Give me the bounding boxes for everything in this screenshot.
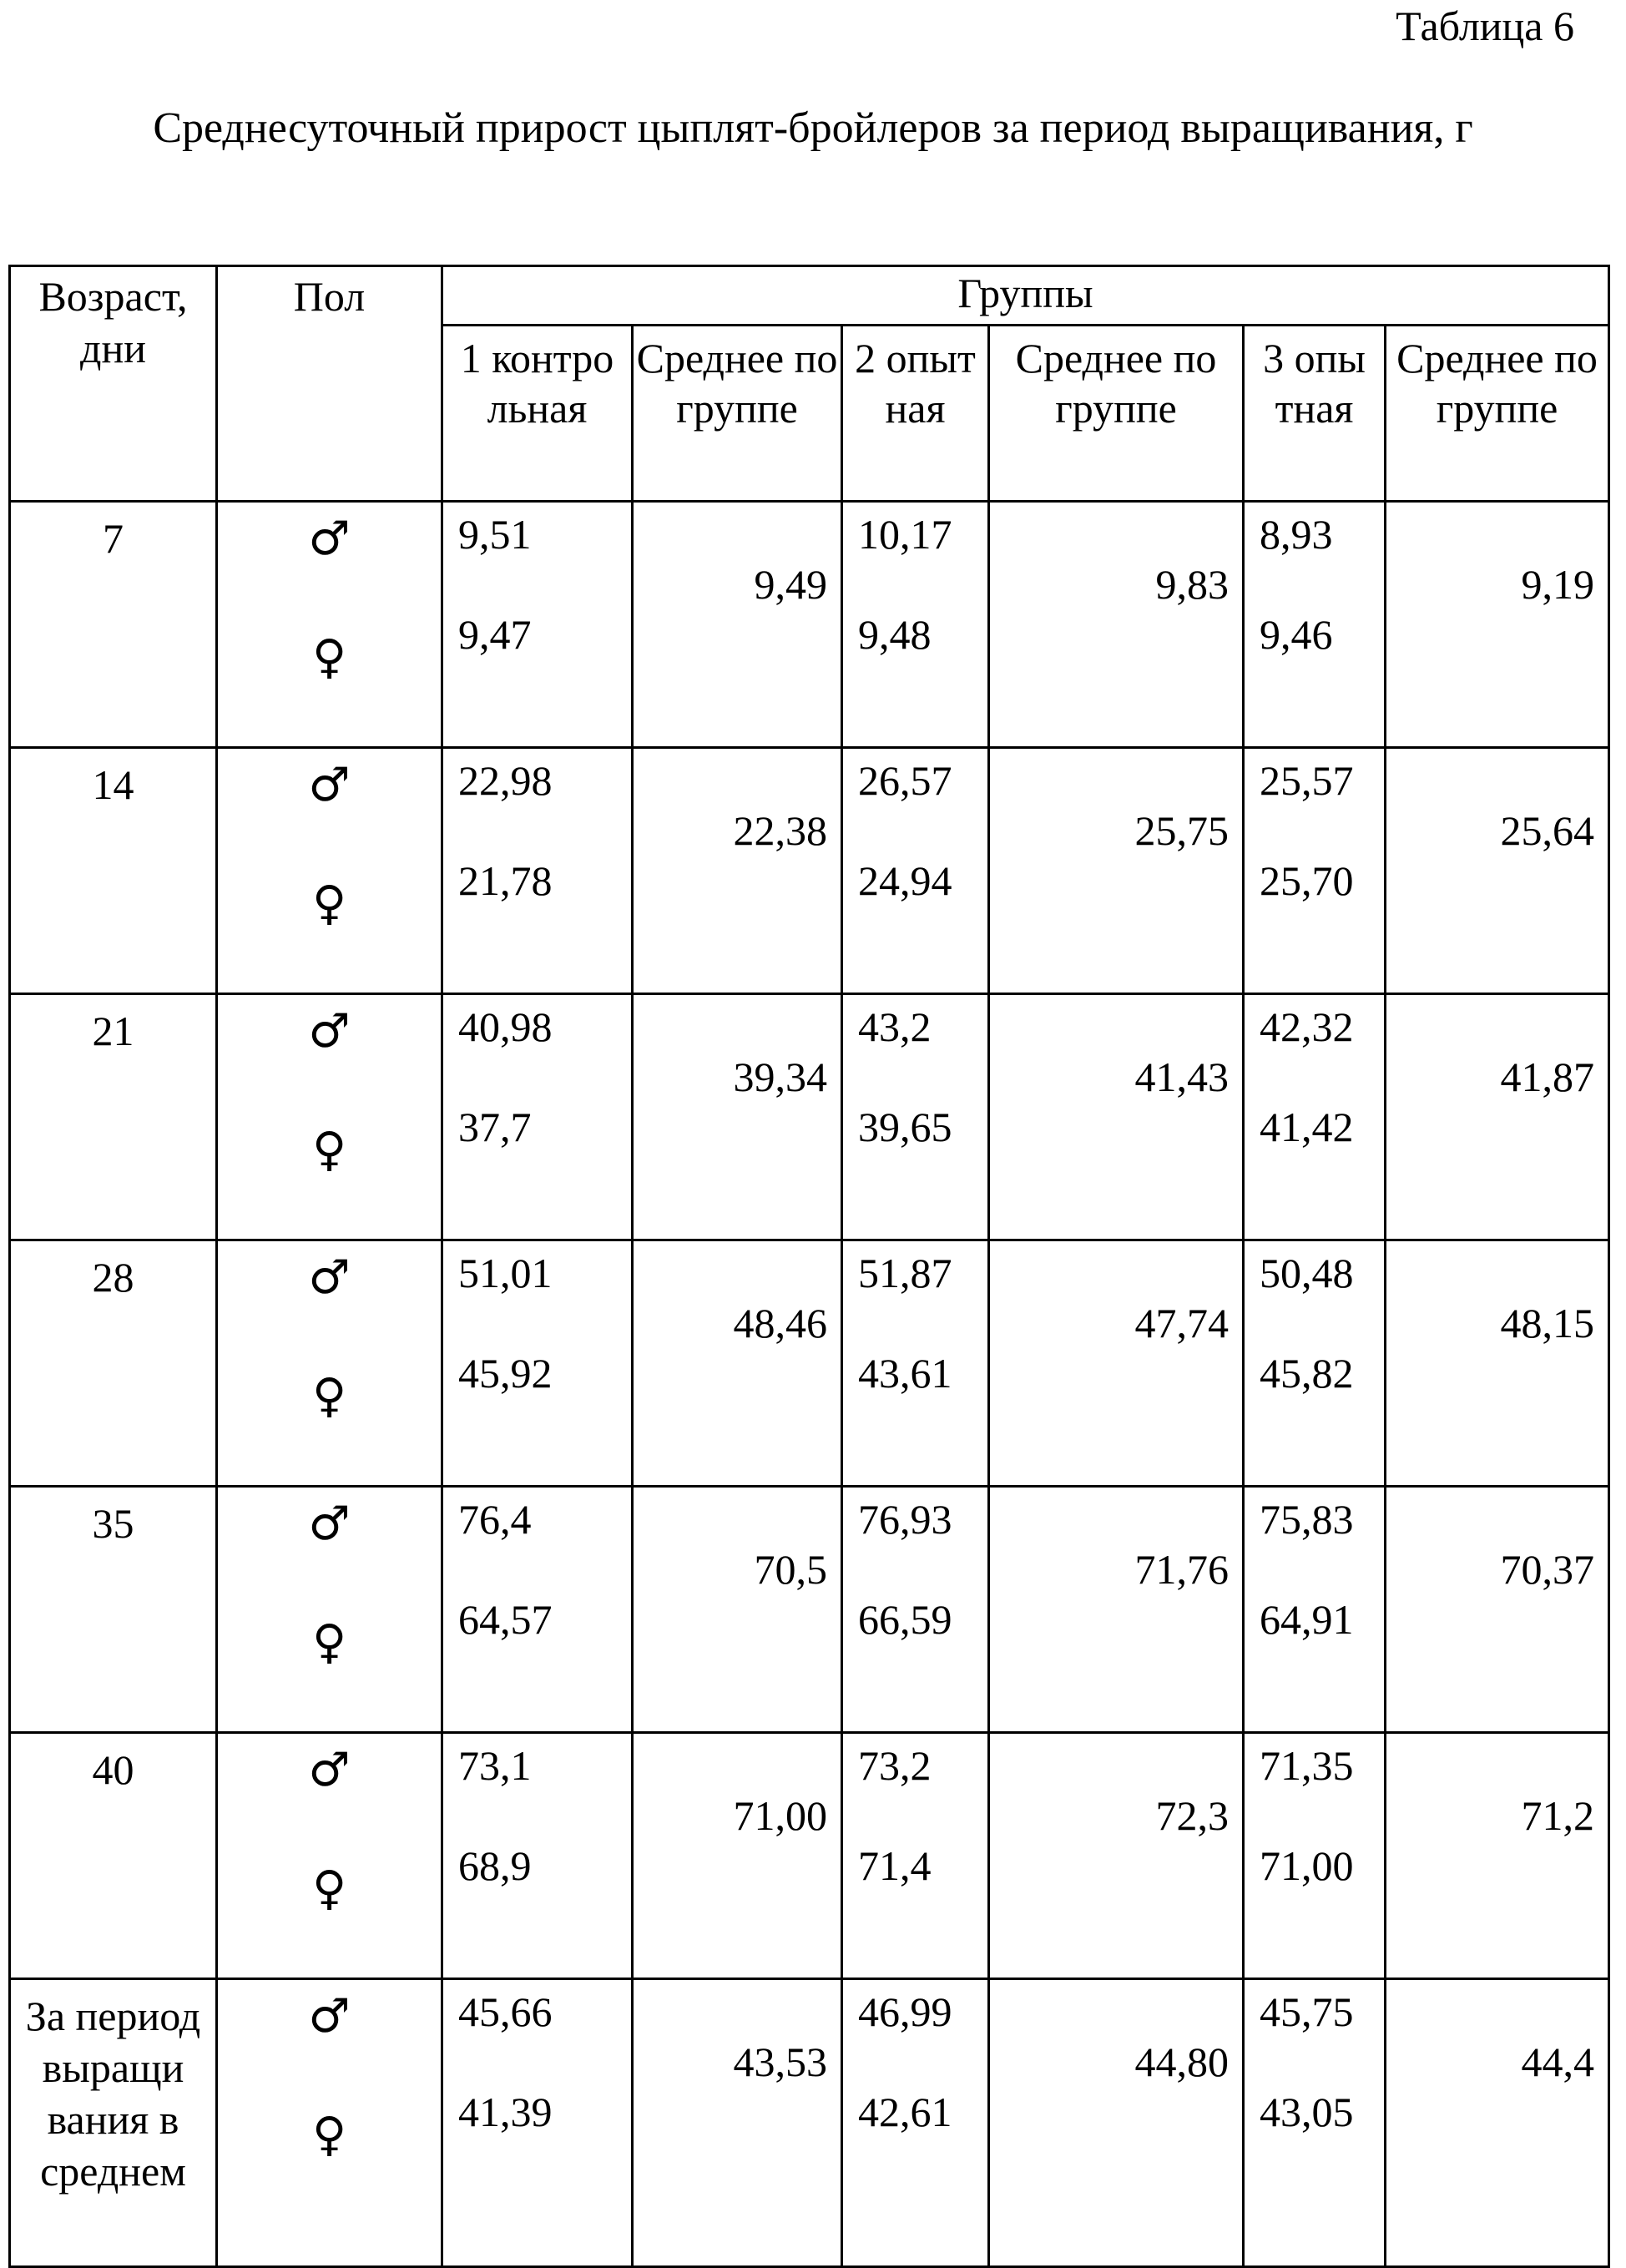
table-row xyxy=(10,1240,1609,1487)
value-male: 50,48 xyxy=(1260,1250,1354,1296)
group-3-average xyxy=(1386,994,1609,1240)
female-symbol-icon: ♀ xyxy=(311,1861,346,1916)
sex-cell xyxy=(217,502,442,748)
average-value: 71,00 xyxy=(733,1792,827,1839)
group-1-values xyxy=(442,994,633,1240)
value-male: 10,17 xyxy=(858,511,952,558)
group-1-values xyxy=(442,1733,633,1979)
value-male: 43,2 xyxy=(858,1003,932,1050)
value-female: 41,39 xyxy=(458,2089,553,2135)
sex-cell xyxy=(217,1487,442,1733)
value-male: 42,32 xyxy=(1260,1003,1354,1050)
female-symbol-icon: ♀ xyxy=(311,1615,346,1669)
daily-gain-table xyxy=(8,265,1610,2268)
value-female: 41,42 xyxy=(1260,1104,1354,1150)
value-female: 39,65 xyxy=(858,1104,952,1150)
header-group-2-avg: Среднее по группе xyxy=(989,326,1244,502)
value-female: 64,91 xyxy=(1260,1596,1354,1643)
value-female: 71,00 xyxy=(1260,1842,1354,1889)
group-2-values xyxy=(842,748,989,994)
header-group-1-avg: Среднее по группе xyxy=(633,326,842,502)
group-2-values xyxy=(842,1487,989,1733)
table-row xyxy=(10,748,1609,994)
average-value: 44,4 xyxy=(1521,2038,1595,2085)
value-female: 37,7 xyxy=(458,1104,532,1150)
value-female: 64,57 xyxy=(458,1596,553,1643)
average-value: 70,5 xyxy=(754,1546,827,1593)
value-male: 25,57 xyxy=(1260,757,1354,804)
male-symbol-icon: ♂ xyxy=(308,512,351,566)
value-male: 73,1 xyxy=(458,1742,532,1789)
value-male: 22,98 xyxy=(458,757,553,804)
average-value: 71,76 xyxy=(1134,1546,1229,1593)
value-male: 75,83 xyxy=(1260,1496,1354,1543)
average-value: 48,15 xyxy=(1500,1300,1595,1346)
female-symbol-icon: ♀ xyxy=(311,876,346,931)
value-male: 46,99 xyxy=(858,1988,952,2035)
average-value: 70,37 xyxy=(1500,1546,1595,1593)
header-sex: Пол xyxy=(217,266,442,502)
group-2-average xyxy=(989,502,1244,748)
female-symbol-icon: ♀ xyxy=(311,1369,346,1423)
group-3-average xyxy=(1386,1733,1609,1979)
value-female: 42,61 xyxy=(858,2089,952,2135)
group-2-average xyxy=(989,1979,1244,2267)
value-female: 24,94 xyxy=(858,857,952,904)
table-row xyxy=(10,994,1609,1240)
male-symbol-icon: ♂ xyxy=(308,1497,351,1551)
value-female: 71,4 xyxy=(858,1842,932,1889)
sex-cell xyxy=(217,748,442,994)
value-female: 9,47 xyxy=(458,611,532,658)
value-male: 40,98 xyxy=(458,1003,553,1050)
average-value: 41,43 xyxy=(1134,1053,1229,1100)
value-male: 71,35 xyxy=(1260,1742,1354,1789)
value-male: 26,57 xyxy=(858,757,952,804)
group-2-average xyxy=(989,1487,1244,1733)
sex-cell xyxy=(217,1733,442,1979)
value-female: 66,59 xyxy=(858,1596,952,1643)
header-age: Возраст, дни xyxy=(10,266,217,502)
group-1-values xyxy=(442,748,633,994)
group-3-average xyxy=(1386,1487,1609,1733)
age-cell: 40 xyxy=(10,1733,217,1979)
group-3-values xyxy=(1244,1733,1386,1979)
average-value: 25,75 xyxy=(1134,807,1229,854)
average-value: 41,87 xyxy=(1500,1053,1595,1100)
average-value: 43,53 xyxy=(733,2038,827,2085)
header-group-3-avg: Среднее по группе xyxy=(1386,326,1609,502)
female-symbol-icon: ♀ xyxy=(311,1123,346,1177)
group-2-values xyxy=(842,1240,989,1487)
value-male: 76,4 xyxy=(458,1496,532,1543)
value-female: 43,61 xyxy=(858,1350,952,1397)
sex-cell xyxy=(217,1979,442,2267)
value-female: 25,70 xyxy=(1260,857,1354,904)
age-cell: 21 xyxy=(10,994,217,1240)
header-group-2: 2 опыт ная xyxy=(842,326,989,502)
average-value: 44,80 xyxy=(1134,2038,1229,2085)
average-value: 25,64 xyxy=(1500,807,1595,854)
group-3-values xyxy=(1244,1240,1386,1487)
average-value: 48,46 xyxy=(733,1300,827,1346)
male-symbol-icon: ♂ xyxy=(308,1743,351,1797)
value-female: 43,05 xyxy=(1260,2089,1354,2135)
group-3-average xyxy=(1386,748,1609,994)
group-1-values xyxy=(442,1487,633,1733)
group-1-average xyxy=(633,1240,842,1487)
group-1-average xyxy=(633,502,842,748)
table-title: Среднесуточный прирост цыплят-бройлеров за период выращивания, г xyxy=(153,104,1473,152)
group-3-values xyxy=(1244,994,1386,1240)
table-row xyxy=(10,1733,1609,1979)
value-male: 51,01 xyxy=(458,1250,553,1296)
value-male: 45,66 xyxy=(458,1988,553,2035)
group-1-values xyxy=(442,1240,633,1487)
value-female: 68,9 xyxy=(458,1842,532,1889)
age-cell: 28 xyxy=(10,1240,217,1487)
group-3-values xyxy=(1244,1979,1386,2267)
header-group-3: 3 опы тная xyxy=(1244,326,1386,502)
value-female: 9,48 xyxy=(858,611,932,658)
value-female: 21,78 xyxy=(458,857,553,904)
value-female: 9,46 xyxy=(1260,611,1333,658)
average-value: 71,2 xyxy=(1521,1792,1595,1839)
female-symbol-icon: ♀ xyxy=(311,630,346,684)
group-2-values xyxy=(842,994,989,1240)
group-2-average xyxy=(989,1733,1244,1979)
value-male: 73,2 xyxy=(858,1742,932,1789)
table-row xyxy=(10,1979,1609,2267)
female-symbol-icon: ♀ xyxy=(311,2108,346,2162)
age-cell: За период выращи вания в среднем xyxy=(10,1979,217,2267)
table-row xyxy=(10,502,1609,748)
table-number-label: Таблица 6 xyxy=(1396,3,1574,49)
value-female: 45,92 xyxy=(458,1350,553,1397)
average-value: 9,83 xyxy=(1155,561,1229,608)
group-2-values xyxy=(842,1979,989,2267)
value-male: 76,93 xyxy=(858,1496,952,1543)
average-value: 72,3 xyxy=(1155,1792,1229,1839)
group-2-average xyxy=(989,1240,1244,1487)
sex-cell xyxy=(217,994,442,1240)
age-cell: 7 xyxy=(10,502,217,748)
group-2-values xyxy=(842,502,989,748)
average-value: 9,19 xyxy=(1521,561,1595,608)
group-2-average xyxy=(989,748,1244,994)
male-symbol-icon: ♂ xyxy=(308,1004,351,1058)
value-male: 51,87 xyxy=(858,1250,952,1296)
group-1-average xyxy=(633,1979,842,2267)
group-1-values xyxy=(442,502,633,748)
male-symbol-icon: ♂ xyxy=(308,758,351,812)
group-3-average xyxy=(1386,1240,1609,1487)
average-value: 22,38 xyxy=(733,807,827,854)
group-1-values xyxy=(442,1979,633,2267)
group-2-values xyxy=(842,1733,989,1979)
average-value: 47,74 xyxy=(1134,1300,1229,1346)
group-2-average xyxy=(989,994,1244,1240)
group-1-average xyxy=(633,748,842,994)
group-3-average xyxy=(1386,502,1609,748)
age-cell: 35 xyxy=(10,1487,217,1733)
value-female: 45,82 xyxy=(1260,1350,1354,1397)
male-symbol-icon: ♂ xyxy=(308,1989,351,2043)
average-value: 9,49 xyxy=(754,561,827,608)
group-3-average xyxy=(1386,1979,1609,2267)
male-symbol-icon: ♂ xyxy=(308,1250,351,1305)
average-value: 39,34 xyxy=(733,1053,827,1100)
group-3-values xyxy=(1244,1487,1386,1733)
group-3-values xyxy=(1244,502,1386,748)
group-3-values xyxy=(1244,748,1386,994)
value-male: 9,51 xyxy=(458,511,532,558)
table-row xyxy=(10,1487,1609,1733)
age-cell: 14 xyxy=(10,748,217,994)
header-groups: Группы xyxy=(442,266,1609,326)
group-1-average xyxy=(633,1733,842,1979)
group-1-average xyxy=(633,994,842,1240)
value-male: 8,93 xyxy=(1260,511,1333,558)
value-male: 45,75 xyxy=(1260,1988,1354,2035)
sex-cell xyxy=(217,1240,442,1487)
header-group-1: 1 контро льная xyxy=(442,326,633,502)
group-1-average xyxy=(633,1487,842,1733)
